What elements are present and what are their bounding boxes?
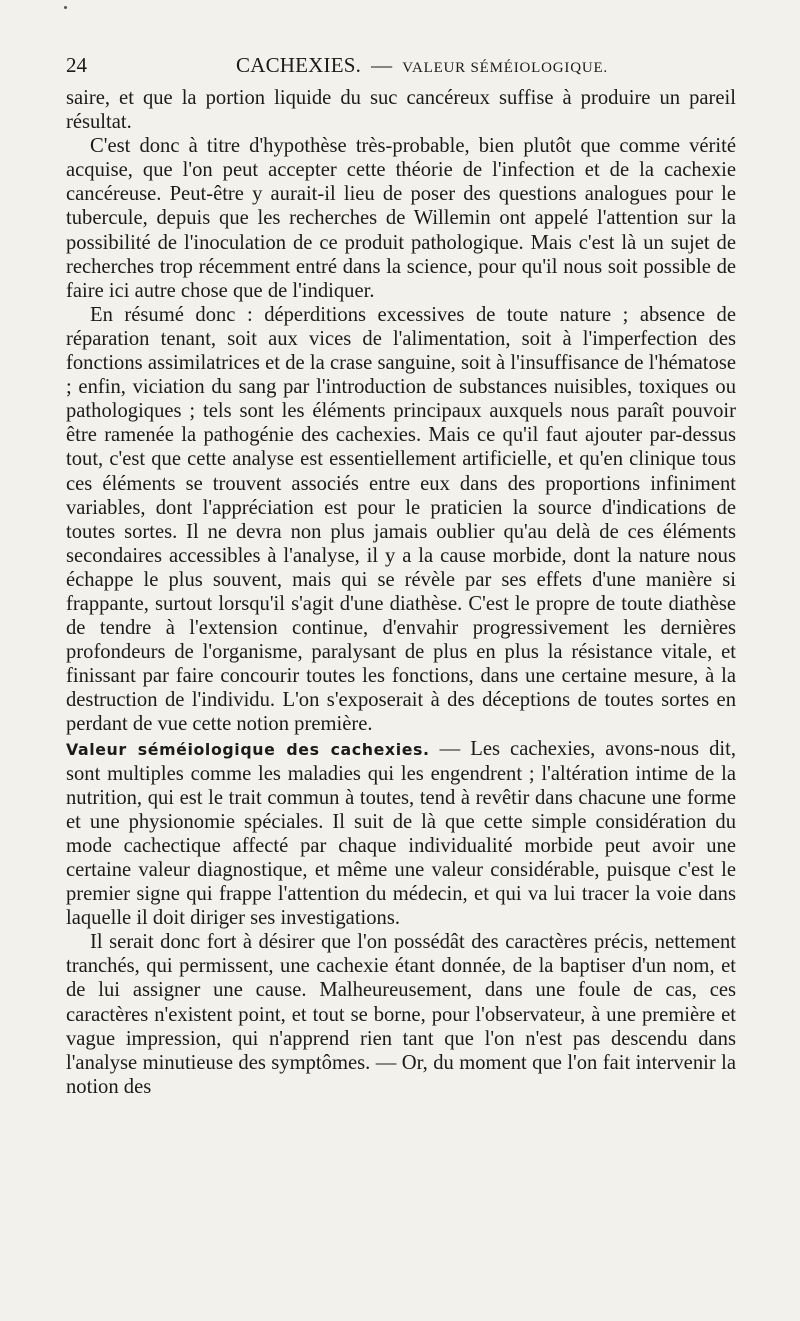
running-title <box>236 52 608 81</box>
page-number: 24 <box>66 53 87 77</box>
paragraph-resume: En résumé donc : déperditions excessives de toute nature ; absence de réparation tenant, soit aux vices de l'alimentation, soit à l'imperfection des fonctions assimilatrices et de la crase sanguine, soit à l'insuffisance de l'hématose ; enfin, viciation du sang par l'introduction de substances nuisibles, toxiques ou pathologiques ; tels sont les éléments principaux auxquels nous paraît pouvoir être ramenée la pathogénie des cachexies. Mais ce qu'il faut ajouter par-dessus tout, c'est que cette analyse est essentiellement artificielle, et qu'en clinique tous ces éléments se trouvent associés entre eux dans des proportions infiniment variables, dont l'appréciation est pour le praticien la source d'indications de toutes sortes. Il ne devra non plus jamais oublier qu'au delà de ces éléments secondaires accessibles à l'analyse, il y a la cause morbide, dont la nature nous échappe le plus souvent, mais qui se révèle par ses effets d'une manière si frappante, surtout lorsqu'il s'agit d'une diathèse. C'est le propre de toute diathèse de tendre à l'extension continue, d'envahir progressivement les dernières profondeurs de l'organisme, paralysant de plus en plus la résistance vitale, et finissant par faire concourir toutes les fonctions, dans une certaine mesure, à la destruction de l'individu. L'on s'exposerait à des déceptions de toutes sortes en perdant de vue cette notion première. <box>66 303 736 736</box>
body-text <box>66 86 736 1099</box>
ink-speck <box>64 6 67 9</box>
running-header <box>66 52 736 78</box>
section-heading: Valeur séméiologique des cachexies. <box>66 739 430 759</box>
running-title-subtitle: VALEUR SÉMÉIOLOGIQUE. <box>402 60 608 76</box>
paragraph-caracteres: Il serait donc fort à désirer que l'on possédât des caractères précis, nettement tranchés, qui permissent, une cachexie étant donnée, de la baptiser d'un nom, et de lui assigner une cause. Malheureusement, dans une foule de cas, ces caractères n'existent point, et tout se borne, pour l'observateur, à une première et vague impression, qui n'apprend rien tant que l'on n'est pas descendu dans l'analyse minutieuse des symptômes. — Or, du moment que l'on fait intervenir la notion des <box>66 931 736 1098</box>
paragraph-hypothese: C'est donc à titre d'hypothèse très-probable, bien plutôt que comme vérité acquise, que l'on peut accepter cette théorie de l'infection et de la cachexie cancéreuse. Peut-être y aurait-il lieu de poser des questions analogues pour le tubercule, depuis que les recherches de Willemin ont appelé l'attention sur la possibilité de l'inoculation de ce produit pathologique. Mais c'est là un sujet de recherches trop récemment entré dans la science, pour qu'il nous soit possible de faire ici autre chose que de l'indiquer. <box>66 135 736 302</box>
section-paragraph-text: — Les cachexies, avons-nous dit, sont multiples comme les maladies qui les engendrent ; l'altération intime de la nutrition, qui est le trait commun à toutes, tend à revêtir dans chacune une forme et une physionomie spéciales. Il suit de là que cette simple considération du mode cachectique affecté par chaque individualité morbide peut avoir une certaine valeur diagnostique, et même une valeur considérable, puisque c'est le premier signe qui frappe l'attention du médecin, et qui va lui tracer la voie dans laquelle il doit diriger ses investigations. <box>66 737 736 930</box>
running-title-main: CACHEXIES. <box>236 53 362 77</box>
paragraph-valeur-semeiologique <box>66 737 736 931</box>
paragraph-continuation: saire, et que la portion liquide du suc cancéreux suffise à produire un pareil résultat. <box>66 87 736 134</box>
running-title-dash: — <box>371 53 393 77</box>
